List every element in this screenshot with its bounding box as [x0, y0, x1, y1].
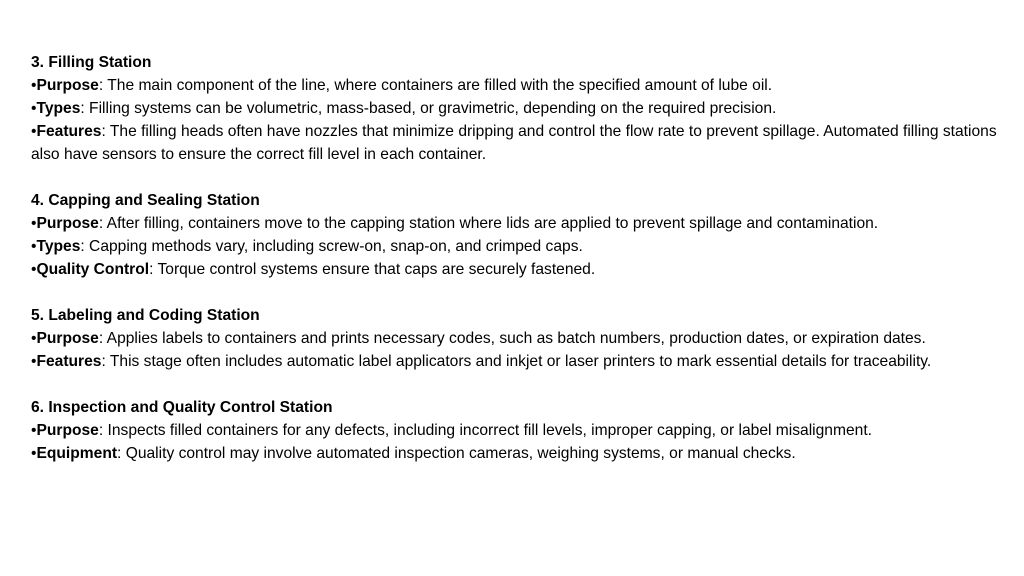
- section-labeling-station: [31, 304, 1006, 373]
- bullet-label: Types: [36, 238, 81, 255]
- section-heading: 6. Inspection and Quality Control Station: [31, 399, 333, 416]
- section-filling-station: [31, 51, 1006, 166]
- bullet-item: •Equipment: Quality control may involve automated inspection cameras, weighing systems, or manual checks.: [31, 445, 796, 462]
- bullet-text: : After filling, containers move to the capping station where lids are applied to prevent spillage and contamination.: [98, 215, 879, 232]
- section-heading: 5. Labeling and Coding Station: [31, 307, 260, 324]
- bullet-label: Purpose: [36, 330, 99, 347]
- bullet-label: Features: [36, 123, 102, 140]
- bullet-label: Purpose: [36, 77, 99, 94]
- bullet-text: : Applies labels to containers and prints necessary codes, such as batch numbers, production dates, or expiration dates.: [98, 330, 926, 347]
- slide-content: [31, 51, 1006, 465]
- bullet-label: Types: [36, 100, 81, 117]
- section-heading: 4. Capping and Sealing Station: [31, 192, 260, 209]
- bullet-item: •Purpose: After filling, containers move to the capping station where lids are applied to prevent spillage and contamination.: [31, 215, 879, 232]
- bullet-item: •Features: The filling heads often have nozzles that minimize dripping and control the flow rate to prevent spillage. Automated filling stations also have sensors to ensure the correct fill level in each container.: [31, 123, 997, 163]
- bullet-item: •Purpose: The main component of the line, where containers are filled with the specified amount of lube oil.: [31, 77, 773, 94]
- bullet-label: Equipment: [36, 445, 118, 462]
- section-inspection-station: [31, 396, 1006, 465]
- bullet-item: •Purpose: Applies labels to containers and prints necessary codes, such as batch numbers, production dates, or expiration dates.: [31, 330, 926, 347]
- bullet-item: •Quality Control: Torque control systems ensure that caps are securely fastened.: [31, 261, 596, 278]
- bullet-text: : Filling systems can be volumetric, mass-based, or gravimetric, depending on the required precision.: [80, 100, 777, 117]
- bullet-item: •Types: Filling systems can be volumetric, mass-based, or gravimetric, depending on the required precision.: [31, 100, 777, 117]
- bullet-text: : This stage often includes automatic label applicators and inkjet or laser printers to mark essential details for traceability.: [101, 353, 932, 370]
- bullet-text: : Capping methods vary, including screw-on, snap-on, and crimped caps.: [80, 238, 583, 255]
- bullet-item: •Features: This stage often includes automatic label applicators and inkjet or laser printers to mark essential details for traceability.: [31, 353, 932, 370]
- section-capping-station: [31, 189, 1006, 281]
- bullet-text: : The main component of the line, where containers are filled with the specified amount of lube oil.: [98, 77, 773, 94]
- section-heading: 3. Filling Station: [31, 54, 152, 71]
- bullet-label: Purpose: [36, 215, 99, 232]
- bullet-item: •Purpose: Inspects filled containers for any defects, including incorrect fill levels, improper capping, or label misalignment.: [31, 422, 872, 439]
- bullet-label: Quality Control: [36, 261, 150, 278]
- bullet-label: Purpose: [36, 422, 99, 439]
- bullet-text: : Torque control systems ensure that caps are securely fastened.: [149, 261, 596, 278]
- bullet-text: : Inspects filled containers for any defects, including incorrect fill levels, improper capping, or label misalignment.: [98, 422, 872, 439]
- bullet-text: : Quality control may involve automated inspection cameras, weighing systems, or manual checks.: [117, 445, 796, 462]
- bullet-text: : The filling heads often have nozzles that minimize dripping and control the flow rate to prevent spillage. Automated filling stations also have sensors to ensure the correct fill level in each container.: [31, 123, 997, 163]
- bullet-label: Features: [36, 353, 102, 370]
- bullet-item: •Types: Capping methods vary, including screw-on, snap-on, and crimped caps.: [31, 238, 583, 255]
